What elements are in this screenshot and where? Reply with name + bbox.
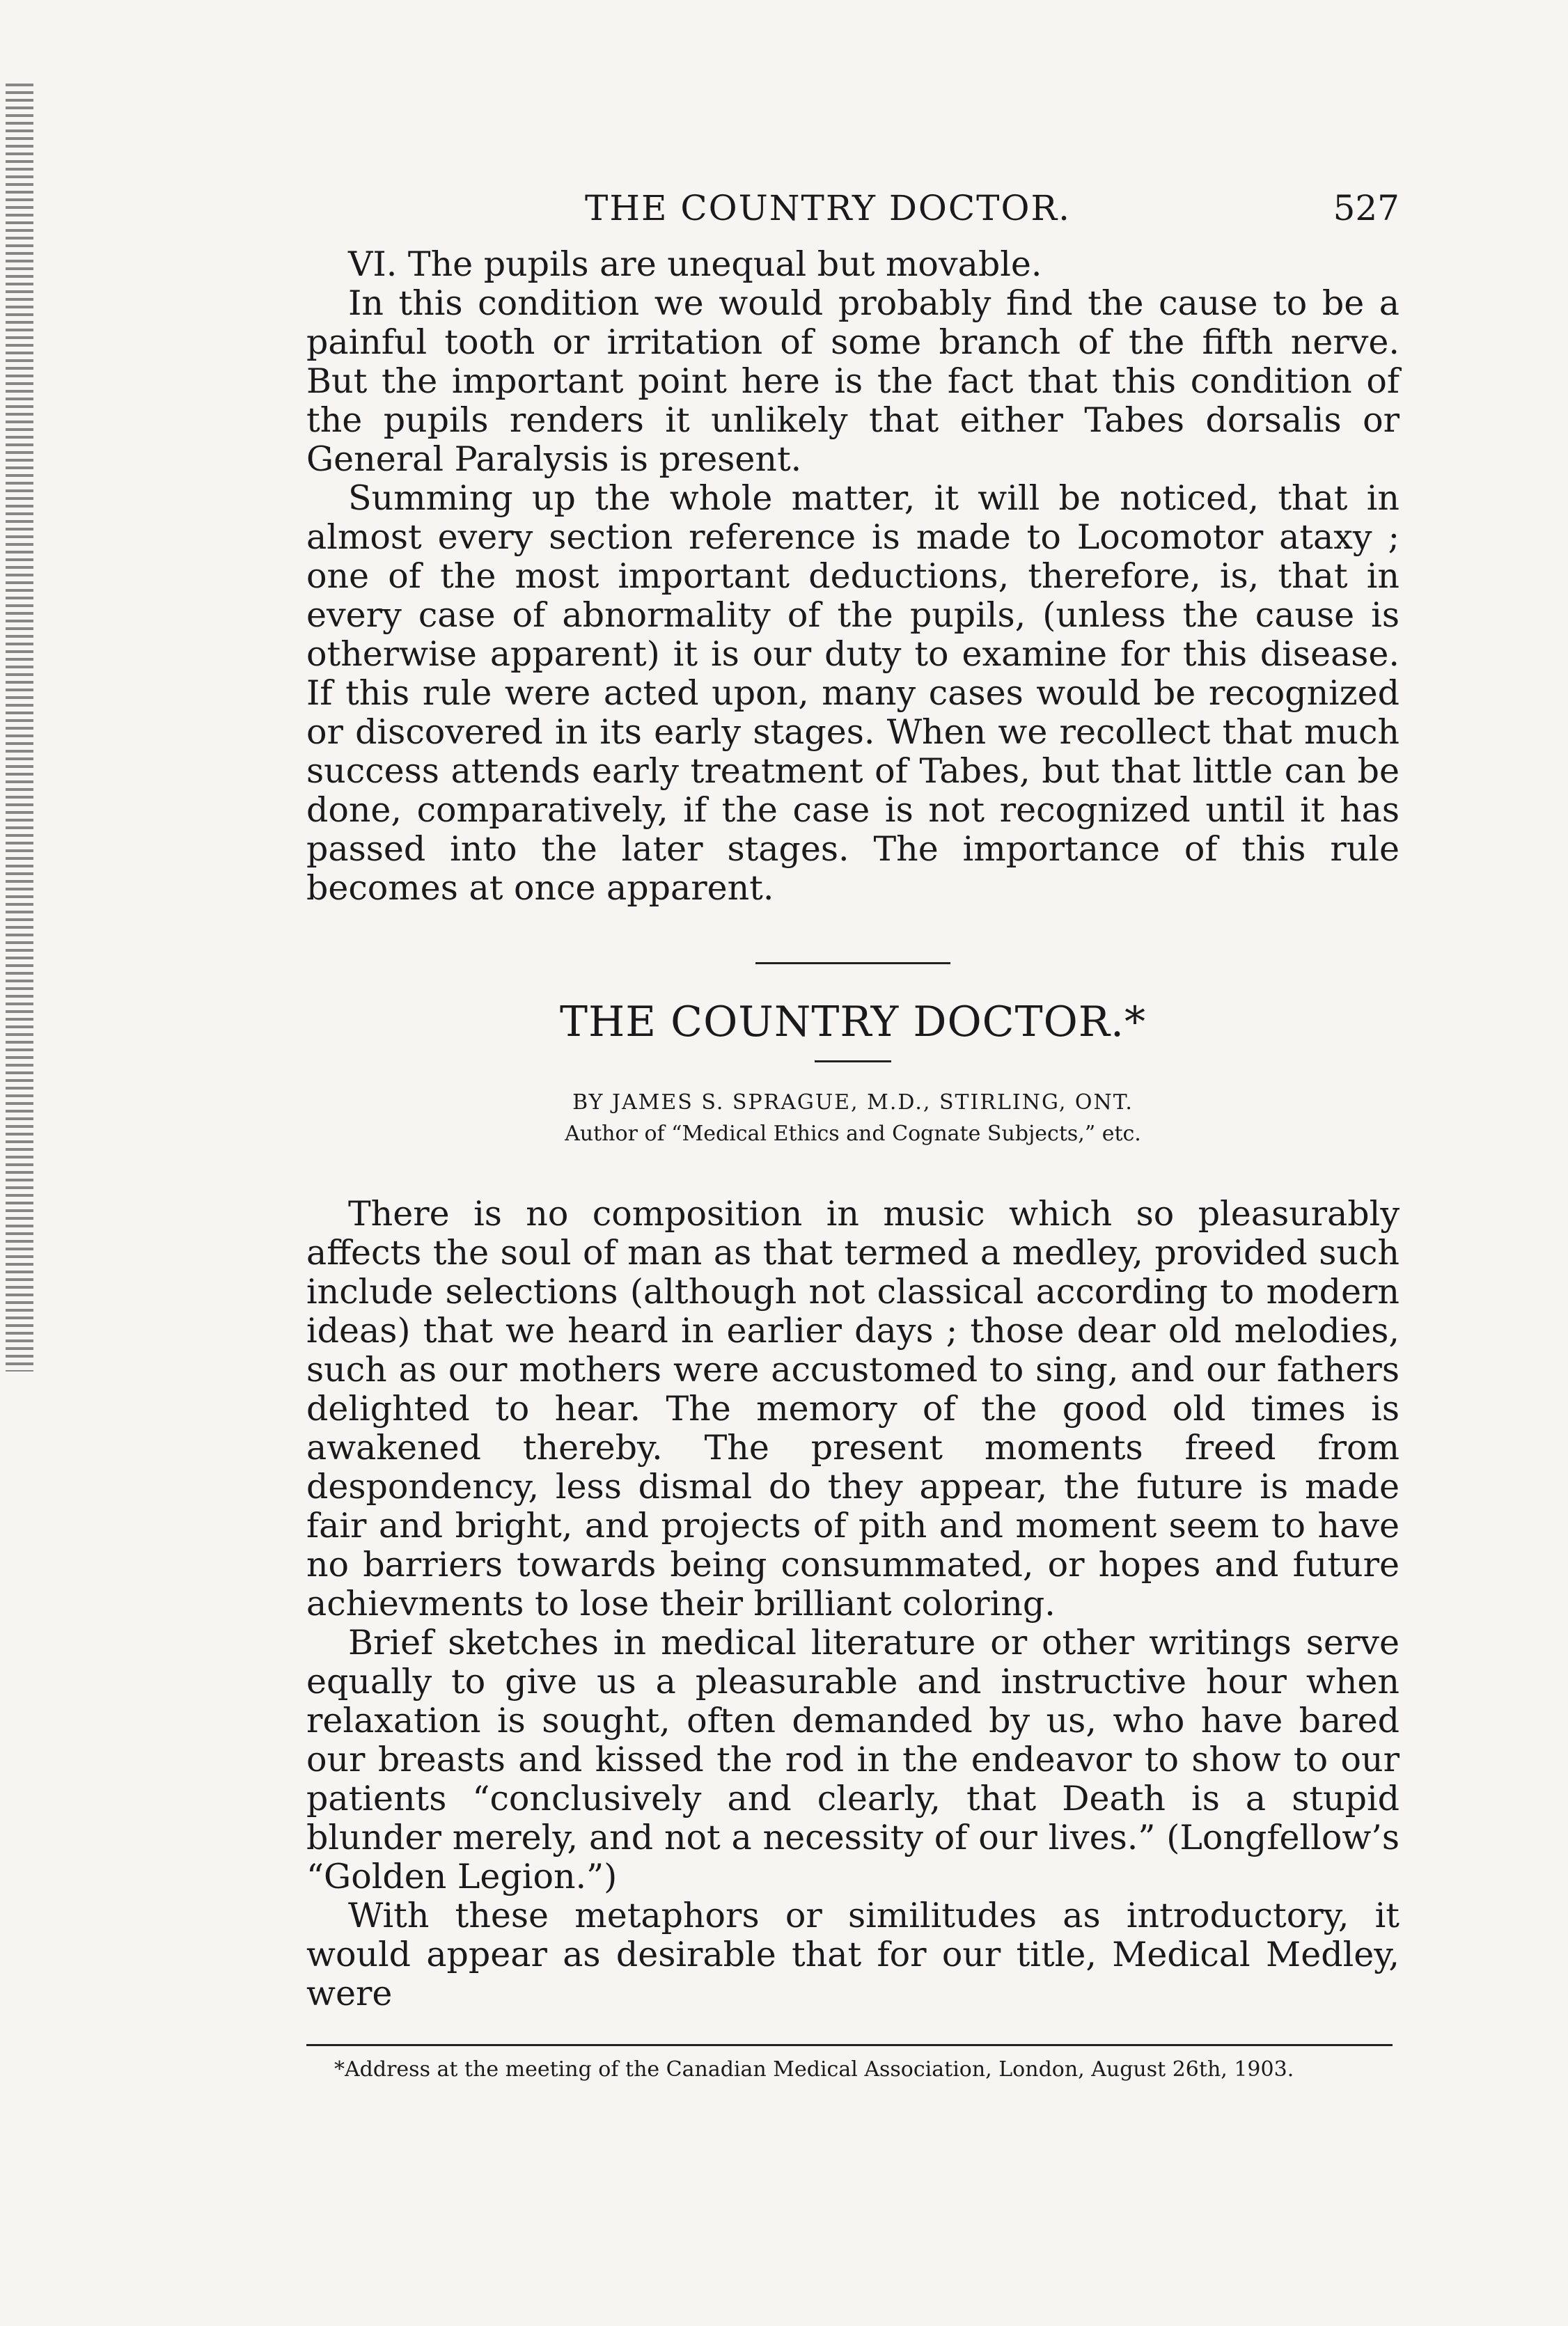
page-header — [306, 188, 1400, 228]
intro-section — [306, 245, 1400, 908]
intro-paragraph: In this condition we would probably find the cause to be a painful tooth or irritation of some branch of the fifth nerve. But the important point here is the fact that this condition of the pupils renders it unlikely that either Tabes dorsalis or General Paralysis is present. — [306, 283, 1400, 479]
footnote: *Address at the meeting of the Canadian Medical Association, London, August 26th, 1903. — [334, 2057, 1294, 2082]
article-body — [306, 1195, 1400, 2013]
scan-margin-artifact — [6, 84, 33, 1372]
running-title: THE COUNTRY DOCTOR. — [585, 188, 1072, 228]
section-divider — [755, 962, 950, 964]
footnote-divider — [306, 2044, 1393, 2046]
intro-paragraph: VI. The pupils are unequal but movable. — [348, 244, 1042, 284]
page-number: 527 — [1333, 188, 1400, 228]
article-subline: Author of “Medical Ethics and Cognate Subjects,” etc. — [565, 1122, 1141, 1146]
article-paragraph: Brief sketches in medical literature or other writings serve equally to give us a pleasurable and instructive hour when relaxation is sought, often demanded by us, who have bared our breasts and kissed the rod in the endeavor to show to our patients “conclusively and clearly, that Death is a stupid blunder merely, and not a necessity of our lives.” (Longfellow’s “Golden Legion.”) — [306, 1623, 1400, 1896]
article-paragraph: With these metaphors or similitudes as introductory, it would appear as desirable that for our title, Medical Medley, were — [306, 1896, 1400, 2013]
title-divider — [815, 1060, 891, 1062]
intro-paragraph: Summing up the whole matter, it will be noticed, that in almost every section reference is made to Locomotor ataxy ; one of the most important deductions, therefore, is, that in every case of abnormality of the pupils, (unless the cause is otherwise apparent) it is our duty to examine for this disease. If this rule were acted upon, many cases would be recognized or discovered in its early stages. When we recollect that much success attends early treatment of Tabes, but that little can be done, comparatively, if the case is not recognized until it has passed into the later stages. The importance of this rule becomes at once apparent. — [306, 478, 1400, 908]
article-title: THE COUNTRY DOCTOR.* — [559, 998, 1147, 1046]
book-page — [306, 188, 1400, 2082]
article-paragraph: There is no composition in music which so pleasurably affects the soul of man as that termed a medley, provided such include selections (although not classical according to modern ideas) that we heard in earlier days ; those dear old melodies, such as our mothers were accustomed to sing, and our fathers delighted to hear. The memory of the good old times is awakened thereby. The present moments freed from despondency, less dismal do they appear, the future is made fair and bright, and projects of pith and moment seem to have no barriers towards being consummated, or hopes and future achievments to lose their brilliant coloring. — [306, 1194, 1400, 1624]
article-byline: BY JAMES S. SPRAGUE, M.D., STIRLING, ONT. — [572, 1090, 1134, 1115]
